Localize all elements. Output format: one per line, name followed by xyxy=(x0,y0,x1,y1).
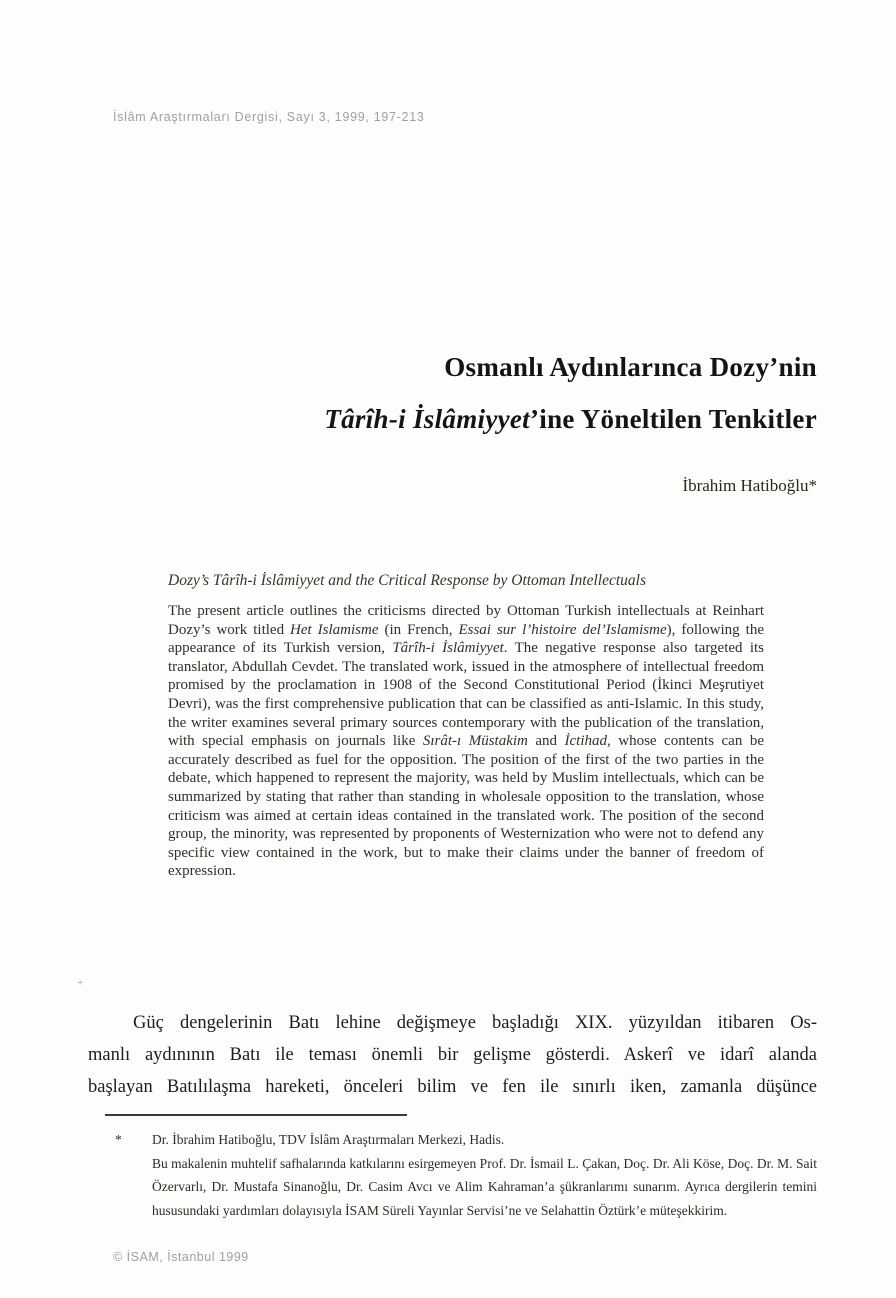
article-title-line2: Târîh-i İslâmiyyet’ine Yöneltilen Tenkitler xyxy=(324,404,817,434)
footnote xyxy=(115,1128,817,1222)
article-title-block xyxy=(88,352,817,435)
journal-running-head: İslâm Araştırmaları Dergisi, Sayı 3, 1999, 197-213 xyxy=(113,110,425,124)
author-name: İbrahim Hatiboğlu* xyxy=(682,476,817,495)
footnote-marker: * xyxy=(115,1132,122,1147)
footnote-affiliation: Dr. İbrahim Hatiboğlu, TDV İslâm Araştırmaları Merkezi, Hadis. xyxy=(152,1132,505,1147)
article-title-line1: Osmanlı Aydınlarınca Dozy’nin xyxy=(444,352,817,382)
body-paragraph xyxy=(88,1007,817,1103)
footnote-acknowledgment: Bu makalenin muhtelif safhalarında katkılarını esirgemeyen Prof. Dr. İsmail L. Çakan, Doç. Dr. Ali Köse, Doç. Dr. M. Sait Özervarlı, Dr. Mustafa Sinanoğlu, Dr. Casim Avcı ve Alim Kahraman’a şükranlarımı sunarım. Ayrıca dergilerin temini hususundaki yardımları dolayısıyla İSAM Süreli Yayınlar Servisi’ne ve Selahattin Öztürk’e müteşekkirim. xyxy=(152,1155,817,1218)
abstract-body: The present article outlines the criticisms directed by Ottoman Turkish intellectuals at Reinhart Dozy’s work titled Het Islamisme (in French, Essai sur l’histoire del’Islamisme), following the appearance of its Turkish version, Târîh-i İslâmiyyet. The negative response also targeted its translator, Abdullah Cevdet. The translated work, issued in the atmosphere of intellectual freedom promised by the proclamation in 1908 of the Second Constitutional Period (İkinci Meşrutiyet Devri), was the first comprehensive publication that can be classified as anti-Islamic. In this study, the writer examines several primary sources contemporary with the publication of the translation, with special emphasis on journals like Sırât-ı Müstakim and İctihad, whose contents can be accurately described as fuel for the opposition. The position of the first of the two parties in the debate, which happened to represent the majority, was held by Muslim intellectuals, which can be summarized by stating that rather than standing in wholesale opposition to the translation, whose criticism was aimed at certain ideas contained in the translated work. The position of the second group, the minority, was represented by proponents of Westernization who were not to defend any specific view contained in the work, but to make their claims under the banner of freedom of expression. xyxy=(168,603,764,880)
body-paragraph-line: başlayan Batılılaşma hareketi, önceleri bilim ve fen ile sınırlı iken, zamanla düşünce xyxy=(88,1077,817,1097)
scan-artifact-mark: + xyxy=(77,977,84,989)
abstract-block xyxy=(168,570,764,881)
body-paragraph-line: manlı aydınının Batı ile teması önemli bir gelişme gösterdi. Askerî ve idarî alanda xyxy=(88,1045,817,1065)
footnote-separator-rule xyxy=(105,1114,407,1116)
abstract-heading: Dozy’s Târîh-i İslâmiyyet and the Critical Response by Ottoman Intellectuals xyxy=(168,572,646,589)
body-paragraph-line: Güç dengelerinin Batı lehine değişmeye başladığı XIX. yüzyıldan itibaren Os- xyxy=(133,1013,817,1033)
copyright-line: © İSAM, İstanbul 1999 xyxy=(113,1250,249,1264)
footnote-text xyxy=(152,1128,817,1222)
